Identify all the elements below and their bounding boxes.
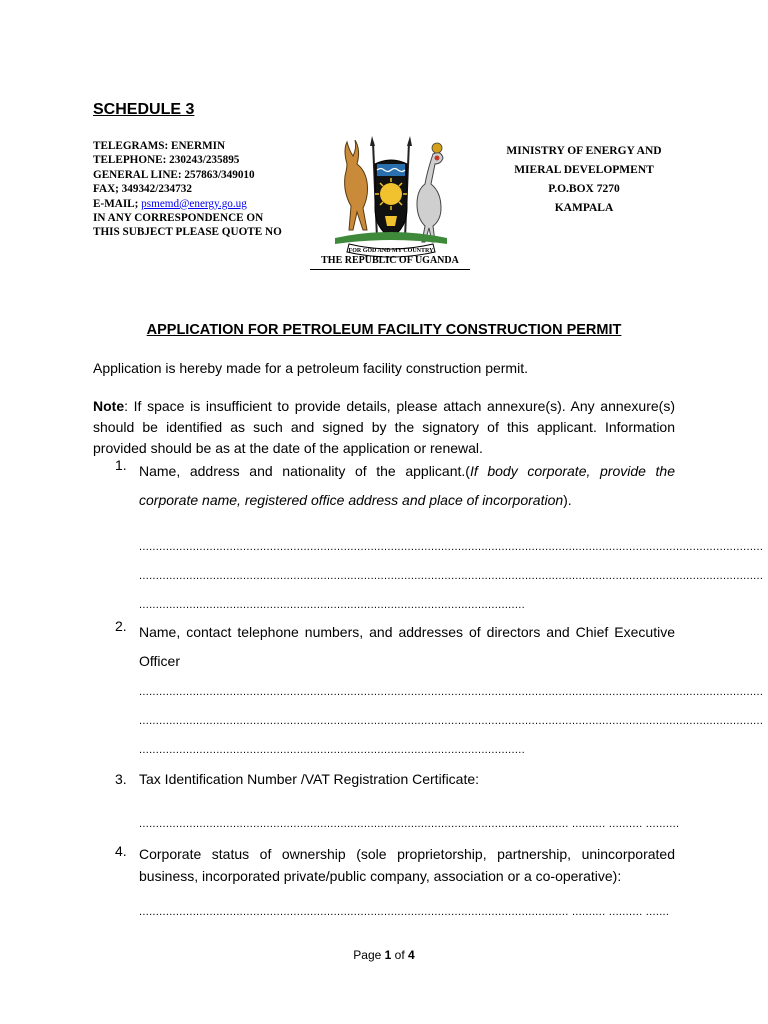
answer-line-3[interactable]: ................................................................................................................................ .......... .......... ..........	[139, 818, 680, 830]
correspondence-line-1: IN ANY CORRESPONDENCE ON	[93, 212, 264, 225]
answer-line-1c[interactable]: ...................................................................................................................	[139, 599, 525, 611]
email-link[interactable]: psmemd@energy.go.ug	[141, 197, 247, 210]
answer-line-4[interactable]: ................................................................................................................................ .......... .......... .......	[139, 906, 670, 918]
page-footer: Page 1 of 4	[353, 948, 415, 962]
ministry-name-line-2: MIERAL DEVELOPMENT	[514, 164, 654, 176]
city-line: KAMPALA	[554, 202, 614, 214]
intro-paragraph: Application is hereby made for a petroleum facility construction permit.	[93, 360, 528, 376]
ministry-name-line-1: MINISTRY OF ENERGY AND	[506, 145, 662, 157]
question-1	[115, 457, 675, 515]
question-text: Name, contact telephone numbers, and addresses of directors and Chief Executive Officer	[139, 624, 675, 669]
question-hint: If body corporate, provide the corporate name, registered office address and place of incorporation	[139, 463, 675, 508]
correspondence-line-2: THIS SUBJECT PLEASE QUOTE NO	[93, 226, 282, 239]
po-box-line: P.O.BOX 7270	[548, 183, 620, 195]
question-text: Corporate status of ownership (sole proprietorship, partnership, unincorporated business, incorporated private/public company, association or a co-operative):	[139, 846, 675, 884]
note-paragraph	[93, 396, 675, 459]
total-pages: 4	[408, 948, 415, 962]
ministry-address-block	[488, 142, 680, 218]
answer-line-2c[interactable]: ...................................................................................................................	[139, 744, 525, 756]
note-label: Note	[93, 398, 125, 414]
question-number: 4.	[115, 843, 127, 859]
question-2	[115, 618, 675, 676]
fax-line: FAX; 349342/234732	[93, 183, 192, 196]
uganda-coat-of-arms-icon	[325, 134, 457, 258]
question-number: 1.	[115, 457, 127, 473]
telephone-line: TELEPHONE: 230243/235895	[93, 154, 240, 167]
question-3	[115, 771, 675, 787]
schedule-heading: SCHEDULE 3	[93, 101, 195, 118]
question-4	[115, 843, 675, 887]
form-title: APPLICATION FOR PETROLEUM FACILITY CONSTRUCTION PERMIT	[146, 322, 622, 338]
answer-line-1a[interactable]: ..........................................................................................................................................................................................	[139, 541, 764, 553]
answer-line-1b[interactable]: ..........................................................................................................................................................................................	[139, 570, 764, 582]
general-line: GENERAL LINE: 257863/349010	[93, 168, 255, 181]
answer-line-2a[interactable]: ..........................................................................................................................................................................................	[139, 686, 764, 698]
answer-line-2b[interactable]: ..........................................................................................................................................................................................	[139, 715, 764, 727]
email-label: E-MAIL;	[93, 197, 142, 210]
ministry-contact-block	[93, 139, 318, 240]
motto-text: FOR GOD AND MY COUNTRY	[348, 248, 434, 254]
note-text: : If space is insufficient to provide details, please attach annexure(s). Any annexure(s) should be identified as such and signed by the signatory of this applicant. Information provided should be as at the date of the application or renewal.	[93, 398, 675, 456]
question-text: Name, address and nationality of the applicant.(If body corporate, provide the corporate name, registered office address and place of incorporation).	[139, 463, 675, 508]
telegrams-line: TELEGRAMS: ENERMIN	[93, 140, 226, 152]
question-text: Tax Identification Number /VAT Registration Certificate:	[139, 771, 480, 787]
question-number: 3.	[115, 771, 127, 787]
republic-caption: THE REPUBLIC OF UGANDA	[310, 255, 470, 270]
current-page: 1	[384, 948, 392, 962]
question-number: 2.	[115, 618, 127, 634]
email-line	[93, 197, 318, 211]
